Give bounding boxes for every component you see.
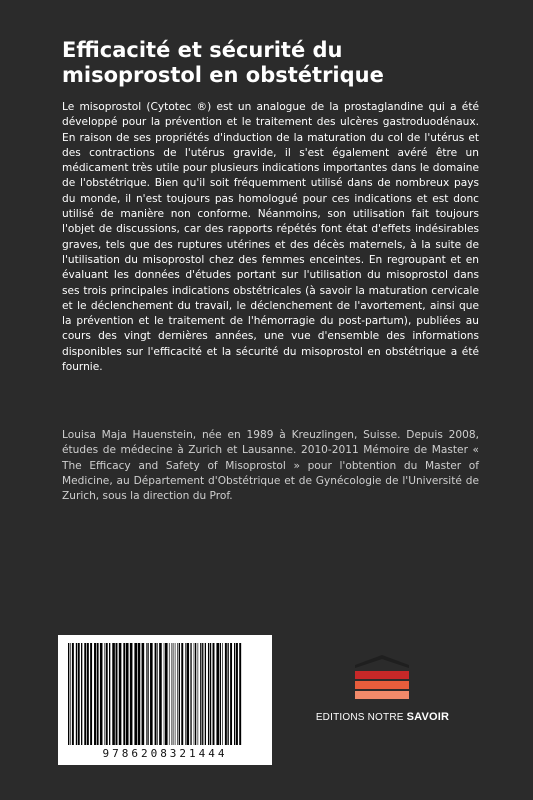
publisher-name-bold: SAVOIR [406, 711, 450, 723]
barcode-bar [94, 643, 96, 745]
barcode-bar [109, 643, 110, 745]
barcode-bar [112, 643, 115, 745]
barcode-bar [208, 643, 209, 745]
barcode-bar [146, 643, 147, 745]
barcode-bar [70, 643, 71, 745]
barcode-bar [116, 643, 118, 745]
publisher-logo-icon [347, 655, 417, 703]
barcode-bar [198, 643, 199, 745]
barcode-bar [239, 643, 241, 745]
barcode-bar [216, 643, 219, 745]
barcode-bar [159, 643, 162, 745]
barcode-bar [236, 643, 238, 745]
isbn-barcode [58, 635, 272, 765]
isbn-digits: 9786208321444 [102, 747, 228, 760]
publisher-name [300, 711, 465, 723]
barcode-bar [78, 643, 80, 745]
barcode-bar [126, 643, 129, 745]
barcode-bar [200, 643, 201, 745]
barcode-bar [155, 643, 157, 745]
barcode-bar [225, 643, 227, 745]
barcode-bar [134, 643, 137, 745]
barcode-bar [194, 643, 195, 745]
book-title: Efficacité et sécurité du misoprostol en obstétrique [62, 38, 384, 87]
barcode-bar [76, 643, 77, 745]
barcode-bar [202, 643, 203, 745]
barcode-bar [157, 643, 158, 745]
summary-text: Le misoprostol (Cytotec ®) est un analogue de la prostaglandine qui a été développé pour la prévention et le traitement des ulcères gastroduodénaux. En raison de ses propriétés d'induction de la maturation du col de l'utérus et des contractions de l'utérus gravide, il s'est également avéré être un médicament très utile pour plusieurs indications importantes dans le domaine de l'obstétrique. Bien qu'il soit fréquemment utilisé dans de nombreux pays du monde, il n'est toujours pas homologué pour ces indications et est donc utilisé de manière non conforme. Néanmoins, son utilisation fait toujours l'objet de discussions, car des rapports répétés font état d'effets indésirables graves, tels que des ruptures utérines et des décès maternels, à la suite de l'utilisation du misoprostol chez des femmes enceintes. En regroupant et en évaluant les données d'études portant sur l'utilisation du misoprostol dans ses trois principales indications obstétricales (à savoir la maturation cervicale et le déclenchement du travail, le déclenchement de l'avortement, ainsi que la prévention et le traitement de l'hémorragie du post-partum), publiées au cours des vingt dernières années, une vue d'ensemble des informations disponibles sur l'efficacité et la sécurité du misoprostol en obstétrique a été fournie. [62, 101, 479, 374]
barcode-bar [177, 643, 178, 745]
barcode-bar [230, 643, 232, 745]
barcode-bar [164, 643, 165, 745]
barcode-bar [150, 643, 153, 745]
barcode-bar [173, 643, 174, 745]
barcode-bar [234, 643, 235, 745]
barcode-bar [87, 643, 89, 745]
barcode-bar [142, 643, 145, 745]
barcode-bar [84, 643, 86, 745]
publisher-name-regular: EDITIONS NOTRE [315, 712, 407, 723]
publisher-block [300, 655, 465, 735]
barcode-bar [90, 643, 92, 745]
barcode-bar [220, 643, 221, 745]
barcode-bar [130, 643, 133, 745]
barcode-bar [169, 643, 170, 745]
barcode-bar [195, 643, 196, 745]
barcode-bar [123, 643, 125, 745]
barcode-bar [190, 643, 191, 745]
barcode-bar [185, 643, 186, 745]
barcode-bar [119, 643, 122, 745]
barcode-bar [213, 643, 215, 745]
barcode-bar [205, 643, 206, 745]
barcode-bar [138, 643, 141, 745]
barcode-bar [228, 643, 229, 745]
barcode-bar [181, 643, 183, 745]
barcode-bar [222, 643, 223, 745]
barcode-bar [179, 643, 180, 745]
barcode-bar [81, 643, 82, 745]
barcode-bar [175, 643, 176, 745]
barcode-bar [104, 643, 105, 745]
barcode-bars [68, 643, 262, 745]
barcode-bar [147, 643, 148, 745]
barcode-bar [165, 643, 168, 745]
barcode-bar [97, 643, 99, 745]
barcode-bar [210, 643, 211, 745]
barcode-bar [172, 643, 173, 745]
barcode-bar [100, 643, 103, 745]
barcode-bar [106, 643, 108, 745]
barcode-bar [68, 643, 69, 745]
barcode-bar [72, 643, 74, 745]
barcode-bar [186, 643, 189, 745]
author-bio: Louisa Maja Hauenstein, née en 1989 à Kreuzlingen, Suisse. Depuis 2008, études de médecine à Zurich et Lausanne. 2010-2011 Mémoire de Master « The Efficacy and Safety of Misoprostol » pour l'obtention du Master of Medicine, au Département d'Obstétrique et de Gynécologie de l'Université de Zurich, sous la direction du Prof. [62, 429, 479, 503]
